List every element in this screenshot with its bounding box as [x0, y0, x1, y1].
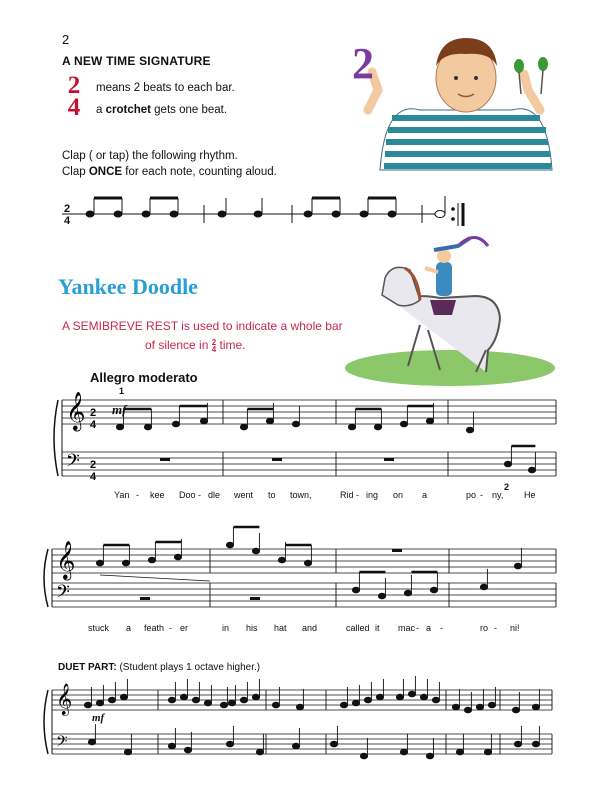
duet-bass-note: [426, 753, 433, 759]
lyric-syllable: his: [246, 623, 258, 633]
duet-dynamic-mf: mf: [92, 712, 105, 724]
duet-bass-note: [256, 749, 263, 755]
duet-melody-note: [192, 697, 199, 703]
lyric-syllable: -: [440, 623, 443, 633]
lyric-syllable: a: [126, 623, 132, 633]
clap-instruction-2: Clap ONCE for each note, counting aloud.: [62, 166, 277, 178]
duet-bass-note: [124, 749, 131, 755]
system-1-bass-clef: 𝄢: [66, 451, 80, 476]
bass-note: [352, 587, 359, 593]
semibreve-rest-note-2: of silence in 2 4 time.: [145, 337, 246, 354]
melody-note: [172, 421, 179, 427]
dynamic-mf: mf: [112, 402, 127, 417]
melody-note: [148, 557, 155, 563]
system-2-brace: [44, 549, 48, 607]
melody-note: [348, 424, 355, 430]
lyric-syllable: went: [234, 490, 254, 500]
lyric-syllable: ro: [480, 623, 489, 633]
duet-melody-note: [464, 707, 471, 713]
duet-system-bass-clef: 𝄢: [56, 733, 68, 754]
ts-top: 2: [90, 407, 97, 419]
melody-note: [116, 424, 123, 430]
duet-melody-note: [452, 704, 459, 710]
song-title: Yankee Doodle: [58, 274, 198, 299]
slur: [100, 575, 210, 581]
duet-melody-note: [240, 697, 247, 703]
melody-note: [240, 424, 247, 430]
system-1-brace: [54, 400, 58, 476]
duet-bass-note: [514, 741, 521, 747]
once-term: ONCE: [88, 166, 123, 178]
lyric-syllable: and: [302, 623, 318, 633]
duet-bass-note: [168, 743, 175, 749]
duet-melody-note: [220, 702, 227, 708]
bass-note: [528, 467, 535, 473]
duet-melody-note: [180, 694, 187, 700]
melody-note: [466, 427, 473, 433]
lyric-syllable: a: [426, 623, 432, 633]
lyric-syllable: hat: [274, 623, 287, 633]
lyric-syllable: ing: [366, 490, 379, 500]
whole-rest: [160, 458, 170, 461]
semibreve-rest-note-1: A SEMIBREVE REST is used to indicate a whole bar: [62, 319, 343, 333]
duet-melody-note: [168, 697, 175, 703]
duet-melody-note: [420, 694, 427, 700]
duet-bass-note: [292, 743, 299, 749]
melody-note: [226, 542, 233, 548]
melody-note: [200, 418, 207, 424]
duet-melody-note: [532, 704, 539, 710]
system-2-bass-clef: 𝄢: [56, 582, 70, 607]
whole-rest: [272, 458, 282, 461]
duet-melody-note: [120, 694, 127, 700]
page-number: 2: [62, 32, 70, 47]
ts-bottom: 4: [90, 419, 97, 431]
ts-bottom: 4: [90, 471, 97, 483]
bass-note: [404, 590, 411, 596]
time-signature-bottom: 4: [67, 94, 81, 121]
melody-note: [374, 424, 381, 430]
duet-melody-note: [204, 700, 211, 706]
melody-note: [144, 424, 151, 430]
bass-note: [378, 593, 385, 599]
lyric-syllable: in: [222, 623, 230, 633]
whole-rest: [250, 597, 260, 600]
duet-melody-note: [432, 697, 439, 703]
duet-system-treble-clef: 𝄞: [56, 683, 73, 715]
duet-melody-note: [352, 700, 359, 706]
lyric-syllable: kee: [150, 490, 165, 500]
lyric-syllable: ni!: [510, 623, 520, 633]
bass-note: [480, 584, 487, 590]
duet-bass-note: [484, 749, 491, 755]
melody-note: [96, 560, 103, 566]
time-signature-explanation-2: a crotchet gets one beat.: [96, 104, 228, 116]
lyric-syllable: Rid: [340, 490, 354, 500]
lyric-syllable: Yan: [114, 490, 130, 500]
time-signature-explanation-1: means 2 beats to each bar.: [96, 82, 235, 94]
lyric-syllable: to: [268, 490, 276, 500]
duet-melody-note: [272, 702, 279, 708]
lyric-syllable: a: [422, 490, 428, 500]
duet-melody-note: [108, 697, 115, 703]
melody-note: [426, 418, 433, 424]
lyric-syllable: mac: [398, 623, 416, 633]
lyric-syllable: called: [346, 623, 370, 633]
duet-melody-note: [84, 702, 91, 708]
bass-note: [430, 587, 437, 593]
lyric-syllable: -: [416, 623, 419, 633]
duet-melody-note: [296, 704, 303, 710]
lyric-syllable: feath: [144, 623, 165, 633]
lyric-syllable: it: [375, 623, 380, 633]
duet-melody-note: [476, 704, 483, 710]
duet-melody-note: [340, 702, 347, 708]
lyric-syllable: dle: [208, 490, 221, 500]
duet-melody-note: [488, 702, 495, 708]
duet-system-brace: [44, 690, 48, 754]
lyric-syllable: on: [393, 490, 404, 500]
melody-note: [304, 560, 311, 566]
duet-bass-note: [532, 741, 539, 747]
duet-bass-note: [226, 741, 233, 747]
melody-note: [400, 421, 407, 427]
melody-note: [266, 418, 273, 424]
bass-note: [504, 461, 511, 467]
clap-instruction-1: Clap ( or tap) the following rhythm.: [62, 150, 238, 162]
duet-bass-note: [330, 741, 337, 747]
svg-text:2: 2: [64, 203, 71, 215]
melody-note: [122, 560, 129, 566]
system-1-treble-clef: 𝄞: [66, 391, 86, 430]
duet-melody-note: [96, 700, 103, 706]
melody-note: [514, 563, 521, 569]
lyric-syllable: -: [494, 623, 497, 633]
purple-two-figure: 2: [352, 39, 374, 88]
melody-note: [174, 554, 181, 560]
duet-bass-note: [88, 739, 95, 745]
finger-number-1: 1: [119, 386, 125, 396]
ts-top: 2: [90, 459, 97, 471]
lyric-syllable: -: [356, 490, 359, 500]
lyric-syllable: town,: [290, 490, 312, 500]
section-heading: A NEW TIME SIGNATURE: [62, 54, 211, 68]
melody-note: [292, 421, 299, 427]
melody-note: [278, 557, 285, 563]
lyric-syllable: po: [466, 490, 477, 500]
duet-bass-note: [456, 749, 463, 755]
lyric-syllable: er: [180, 623, 189, 633]
duet-label: DUET PART: (Student plays 1 octave higher.): [58, 662, 261, 673]
duet-melody-note: [376, 694, 383, 700]
time-signature-top: 2: [67, 72, 81, 99]
duet-melody-note: [512, 707, 519, 713]
duet-melody-note: [228, 700, 235, 706]
lyric-syllable: -: [136, 490, 139, 500]
melody-note: [252, 548, 259, 554]
tempo-marking: Allegro moderato: [90, 370, 198, 385]
lyric-syllable: Doo: [179, 490, 196, 500]
duet-melody-note: [252, 694, 259, 700]
duet-bass-note: [400, 749, 407, 755]
system-2-treble-clef: 𝄞: [56, 540, 76, 579]
whole-rest: [392, 549, 402, 552]
lyric-syllable: He: [524, 490, 536, 500]
lyric-syllable: -: [198, 490, 201, 500]
lyric-syllable: -: [169, 623, 172, 633]
duet-melody-note: [364, 697, 371, 703]
inline-time-signature: 2 4: [211, 337, 217, 354]
duet-melody-note: [396, 694, 403, 700]
crotchet-term: crotchet: [105, 104, 151, 116]
duet-melody-note: [408, 691, 415, 697]
duet-bass-note: [360, 753, 367, 759]
svg-text:4: 4: [64, 215, 71, 227]
lyric-syllable: -: [480, 490, 483, 500]
lyric-syllable: ny,: [492, 490, 504, 500]
finger-number-2: 2: [504, 482, 510, 492]
whole-rest: [384, 458, 394, 461]
lyric-syllable: stuck: [88, 623, 110, 633]
whole-rest: [140, 597, 150, 600]
duet-bass-note: [184, 747, 191, 753]
